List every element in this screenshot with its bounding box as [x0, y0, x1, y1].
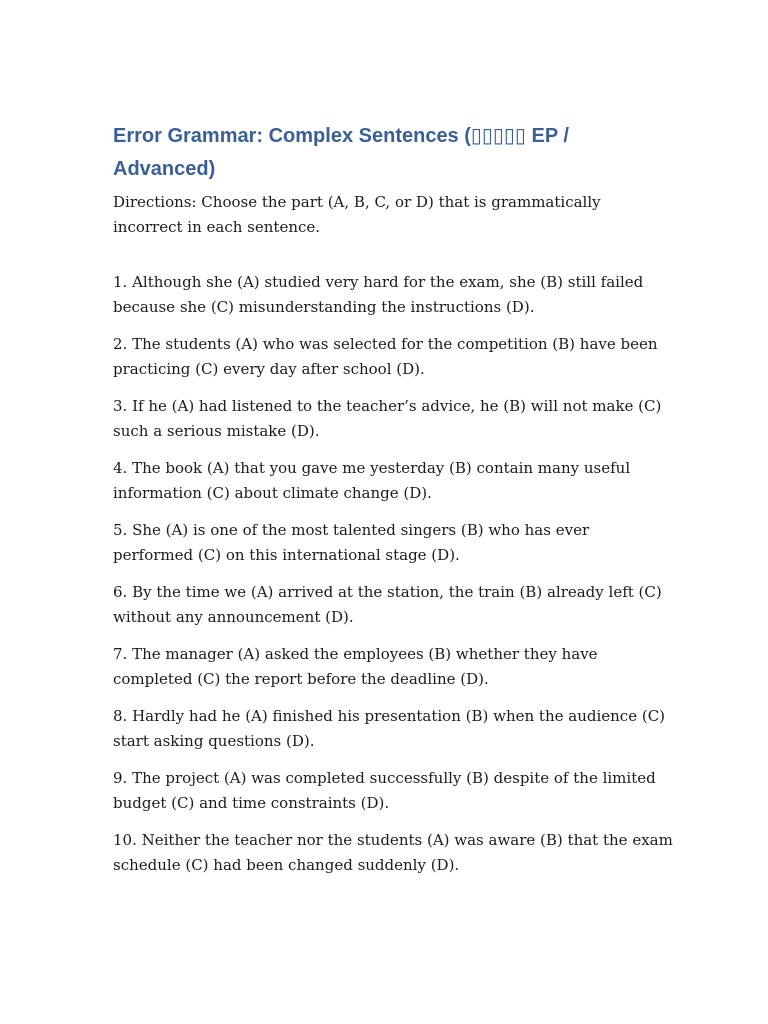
question-item: 6. By the time we (A) arrived at the station, the train (B) already left (C) without any announcement (D). — [113, 583, 662, 626]
question-item: 5. She (A) is one of the most talented singers (B) who has ever performed (C) on this international stage (D). — [113, 521, 590, 564]
question-item: 8. Hardly had he (A) finished his presentation (B) when the audience (C) start asking questions (D). — [113, 707, 666, 750]
question-item: 7. The manager (A) asked the employees (B) whether they have completed (C) the report before the deadline (D). — [113, 645, 598, 688]
question-item: 2. The students (A) who was selected for the competition (B) have been practicing (C) every day after school (D). — [113, 335, 658, 378]
worksheet-title: Error Grammar: Complex Sentences (▯▯▯▯▯ EP / Advanced) — [113, 125, 569, 180]
question-item: 4. The book (A) that you gave me yesterday (B) contain many useful information (C) about climate change (D). — [113, 459, 631, 502]
question-item: 10. Neither the teacher nor the students (A) was aware (B) that the exam schedule (C) had been changed suddenly (D). — [113, 831, 673, 874]
question-item: 3. If he (A) had listened to the teacher’s advice, he (B) will not make (C) such a serious mistake (D). — [113, 397, 662, 440]
question-item: 9. The project (A) was completed successfully (B) despite of the limited budget (C) and time constraints (D). — [113, 769, 656, 812]
directions-text: Directions: Choose the part (A, B, C, or D) that is grammatically incorrect in each sentence. — [113, 193, 601, 236]
worksheet-page — [113, 120, 673, 890]
question-item: 1. Although she (A) studied very hard for the exam, she (B) still failed because she (C) misunderstanding the instructions (D). — [113, 273, 644, 316]
question-list — [113, 270, 673, 878]
